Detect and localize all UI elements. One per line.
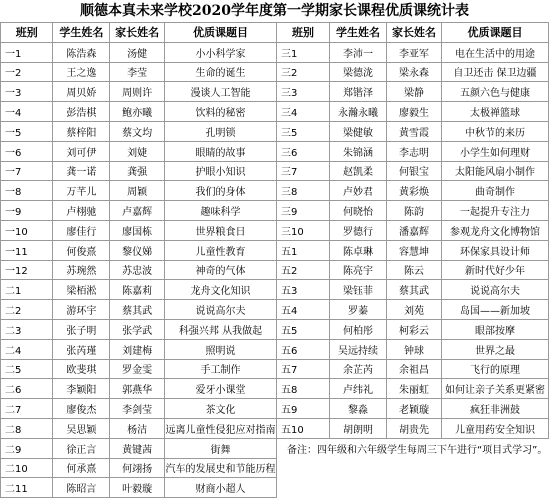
course-title-cell: 电在生活中的用途 [441,42,548,62]
course-title-cell: 如何让亲子关系更紧密 [441,379,548,399]
student-name-cell: 张芮瑾 [53,339,110,359]
parent-name-cell: 陈嘉莉 [110,280,165,300]
class-cell: 一2 [1,62,53,82]
course-title-cell: 眼部按摩 [441,319,548,339]
course-title-cell: 新时代好少年 [441,260,548,280]
course-title-cell: 趣味科学 [165,201,277,221]
course-title-cell: 飞行的原理 [441,359,548,379]
student-name-cell: 陈亮宇 [329,260,386,280]
course-title-cell: 神奇的气体 [165,260,277,280]
empty-cell [277,458,549,478]
course-title-cell: 街舞 [165,438,277,458]
table-body [1,23,549,498]
course-title-cell: 爱牙小课堂 [165,379,277,399]
student-name-cell: 朱锦涵 [329,141,386,161]
parent-name-cell: 蔡其武 [110,300,165,320]
table-row [1,319,549,339]
class-cell: 二3 [1,319,53,339]
parent-name-cell: 黎仪娣 [110,240,165,260]
class-cell: 三9 [277,201,330,221]
student-name-cell: 郑锴泽 [329,82,386,102]
parent-name-cell: 李亚军 [386,42,441,62]
table-row [1,438,549,458]
course-title-cell: 护眼小知识 [165,161,277,181]
course-title-cell: 小小科学家 [165,42,277,62]
parent-name-cell: 陈云 [386,260,441,280]
student-name-cell: 彭浩棋 [53,102,110,122]
table-row [1,399,549,419]
header-row [1,23,549,43]
parent-name-cell: 何翊扬 [110,458,165,478]
parent-name-cell: 龚强 [110,161,165,181]
column-header: 优质课题目 [441,23,548,43]
student-name-cell: 永瀚永曦 [329,102,386,122]
student-name-cell: 罗蓁 [329,300,386,320]
class-cell: 二5 [1,359,53,379]
course-title-cell: 茶文化 [165,399,277,419]
table-row [1,42,549,62]
class-cell: 五10 [277,418,330,438]
course-title-cell: 中秋节的来历 [441,121,548,141]
class-cell: 二6 [1,379,53,399]
parent-name-cell: 杨洁 [110,418,165,438]
parent-name-cell: 卢嘉辉 [110,201,165,221]
student-name-cell: 陈昭言 [53,478,110,498]
class-cell: 五1 [277,240,330,260]
class-cell: 一10 [1,220,53,240]
class-cell: 三4 [277,102,330,122]
course-title-cell: 太极禅篮球 [441,102,548,122]
course-title-cell: 自卫还击 保卫边疆 [441,62,548,82]
parent-name-cell: 黄彩焕 [386,181,441,201]
note-text: 备注：四年级和六年级学生每周三下午进行“项目式学习”。 [287,444,548,456]
student-name-cell: 罗德行 [329,220,386,240]
course-title-cell: 说说高尔夫 [165,300,277,320]
course-title-cell: 参观龙舟文化博物馆 [441,220,548,240]
course-title-cell: 饮料的秘密 [165,102,277,122]
parent-name-cell: 刘苑 [386,300,441,320]
student-name-cell: 胡朗明 [329,418,386,438]
course-title-cell: 儿童用药安全知识 [441,418,548,438]
class-cell: 二9 [1,438,53,458]
class-cell: 三7 [277,161,330,181]
course-title-cell: 太阳能风扇小制作 [441,161,548,181]
parent-name-cell: 蔡其武 [386,280,441,300]
course-title-cell: 照明说 [165,339,277,359]
student-name-cell: 卢妙君 [329,181,386,201]
page-title: 顺德本真未来学校2020学年度第一学期家长课程优质课统计表 [0,0,549,23]
empty-cell [277,478,549,498]
parent-name-cell: 潘嘉辉 [386,220,441,240]
student-name-cell: 黎淼 [329,399,386,419]
class-cell: 五4 [277,300,330,320]
parent-name-cell: 余祖昌 [386,359,441,379]
parent-name-cell: 苏忠波 [110,260,165,280]
class-cell: 一12 [1,260,53,280]
class-cell: 五9 [277,399,330,419]
student-name-cell: 王之逸 [53,62,110,82]
parent-name-cell: 罗金雯 [110,359,165,379]
table-row [1,339,549,359]
class-cell: 一9 [1,201,53,221]
class-cell: 二1 [1,280,53,300]
class-cell: 三6 [277,141,330,161]
student-name-cell: 梁健敏 [329,121,386,141]
class-cell: 三3 [277,82,330,102]
student-name-cell: 苏琬然 [53,260,110,280]
course-title-cell: 科强兴邦 从我做起 [165,319,277,339]
student-name-cell: 龚一诺 [53,161,110,181]
table-row [1,161,549,181]
class-cell: 三2 [277,62,330,82]
student-name-cell: 梁栢淞 [53,280,110,300]
class-cell: 一5 [1,121,53,141]
table-row [1,201,549,221]
course-title-cell: 远离儿童性侵犯应对指南 [165,418,277,438]
student-name-cell: 何柏彤 [329,319,386,339]
class-cell: 一7 [1,161,53,181]
student-name-cell: 陈卓琳 [329,240,386,260]
student-name-cell: 卢纬礼 [329,379,386,399]
course-title-cell: 环保家具设计师 [441,240,548,260]
class-cell: 二4 [1,339,53,359]
class-cell: 五7 [277,359,330,379]
course-title-cell: 孔明锁 [165,121,277,141]
student-name-cell: 梁德泷 [329,62,386,82]
student-name-cell: 陈浩森 [53,42,110,62]
student-name-cell: 李颖阳 [53,379,110,399]
parent-name-cell: 张学武 [110,319,165,339]
parent-name-cell: 钟球 [386,339,441,359]
student-name-cell: 梁钰菲 [329,280,386,300]
parent-name-cell: 廖国栋 [110,220,165,240]
student-name-cell: 周贝娇 [53,82,110,102]
course-title-cell: 说说高尔夫 [441,280,548,300]
student-name-cell: 蔡梓阳 [53,121,110,141]
table-row [1,181,549,201]
table-row [1,62,549,82]
course-title-cell: 财商小超人 [165,478,277,498]
parent-name-cell: 刘婕 [110,141,165,161]
class-cell: 二8 [1,418,53,438]
class-cell: 二11 [1,478,53,498]
class-cell: 一1 [1,42,53,62]
student-name-cell: 游环宇 [53,300,110,320]
student-name-cell: 廖俊杰 [53,399,110,419]
class-cell: 五2 [277,260,330,280]
course-title-cell: 我们的身体 [165,181,277,201]
class-cell: 一3 [1,82,53,102]
class-cell: 五6 [277,339,330,359]
table-row [1,121,549,141]
table-row [1,102,549,122]
class-cell: 五3 [277,280,330,300]
student-name-cell: 徐正言 [53,438,110,458]
table-row [1,359,549,379]
course-title-cell: 漫谈人工智能 [165,82,277,102]
class-cell: 二10 [1,458,53,478]
student-name-cell: 赵凯柔 [329,161,386,181]
student-name-cell: 吴远持续 [329,339,386,359]
parent-name-cell: 胡贵先 [386,418,441,438]
course-title-cell: 岛国——新加坡 [441,300,548,320]
class-cell: 五8 [277,379,330,399]
class-cell: 三8 [277,181,330,201]
student-name-cell: 何俊熹 [53,240,110,260]
parent-name-cell: 梁静 [386,82,441,102]
table-row [1,458,549,478]
parent-name-cell: 梁永森 [386,62,441,82]
course-title-cell: 生命的诞生 [165,62,277,82]
parent-name-cell: 柯彩云 [386,319,441,339]
parent-name-cell: 李莹 [110,62,165,82]
class-cell: 三5 [277,121,330,141]
parent-name-cell: 廖毅生 [386,102,441,122]
parent-name-cell: 李志明 [386,141,441,161]
parent-name-cell: 黄雪霞 [386,121,441,141]
course-title-cell: 世界之最 [441,339,548,359]
course-title-cell: 手工制作 [165,359,277,379]
student-name-cell: 余芷芮 [329,359,386,379]
parent-name-cell: 蔡文均 [110,121,165,141]
student-name-cell: 何承熹 [53,458,110,478]
table-row [1,260,549,280]
course-title-cell: 小学生如何理财 [441,141,548,161]
student-name-cell: 吴思颖 [53,418,110,438]
class-cell: 一11 [1,240,53,260]
course-table [0,22,549,498]
parent-name-cell: 刘建梅 [110,339,165,359]
parent-name-cell: 黄键茜 [110,438,165,458]
column-header: 学生姓名 [53,23,110,43]
table-row [1,82,549,102]
course-title-cell: 世界粮食日 [165,220,277,240]
class-cell: 三10 [277,220,330,240]
student-name-cell: 廖佳行 [53,220,110,240]
student-name-cell: 张子明 [53,319,110,339]
course-title-cell: 一起提升专注力 [441,201,548,221]
student-name-cell: 何晓怡 [329,201,386,221]
parent-name-cell: 何银宝 [386,161,441,181]
student-name-cell: 卢栩驰 [53,201,110,221]
table-row [1,478,549,498]
table-row [1,141,549,161]
parent-name-cell: 郭燕华 [110,379,165,399]
class-cell: 五5 [277,319,330,339]
column-header: 学生姓名 [329,23,386,43]
parent-name-cell: 李剑莹 [110,399,165,419]
student-name-cell: 万芊儿 [53,181,110,201]
class-cell: 一4 [1,102,53,122]
parent-name-cell: 陈韵 [386,201,441,221]
parent-name-cell: 叶毅璇 [110,478,165,498]
column-header: 优质课题目 [165,23,277,43]
class-cell: 一8 [1,181,53,201]
table-row [1,240,549,260]
class-cell: 一6 [1,141,53,161]
column-header: 家长姓名 [110,23,165,43]
table-row [1,418,549,438]
table-row [1,220,549,240]
class-cell: 二2 [1,300,53,320]
course-title-cell: 眼睛的故事 [165,141,277,161]
parent-name-cell: 容慧坤 [386,240,441,260]
student-name-cell: 李沛一 [329,42,386,62]
class-cell: 二7 [1,399,53,419]
table-row [1,379,549,399]
column-header: 班别 [277,23,330,43]
course-title-cell: 疯狂非洲鼓 [441,399,548,419]
column-header: 家长姓名 [386,23,441,43]
parent-name-cell: 周颖 [110,181,165,201]
course-title-cell: 曲奇制作 [441,181,548,201]
class-cell: 三1 [277,42,330,62]
parent-name-cell: 朱丽虹 [386,379,441,399]
course-title-cell: 龙舟文化知识 [165,280,277,300]
parent-name-cell: 老颖璇 [386,399,441,419]
course-title-cell: 五颜六色与健康 [441,82,548,102]
parent-name-cell: 鲍亦曦 [110,102,165,122]
parent-name-cell: 汤健 [110,42,165,62]
table-row [1,280,549,300]
student-name-cell: 欧斐琪 [53,359,110,379]
column-header: 班别 [1,23,53,43]
course-title-cell: 汽车的发展史和节能历程 [165,458,277,478]
parent-name-cell: 周则许 [110,82,165,102]
table-row [1,300,549,320]
student-name-cell: 刘可伊 [53,141,110,161]
course-title-cell: 儿童性教育 [165,240,277,260]
